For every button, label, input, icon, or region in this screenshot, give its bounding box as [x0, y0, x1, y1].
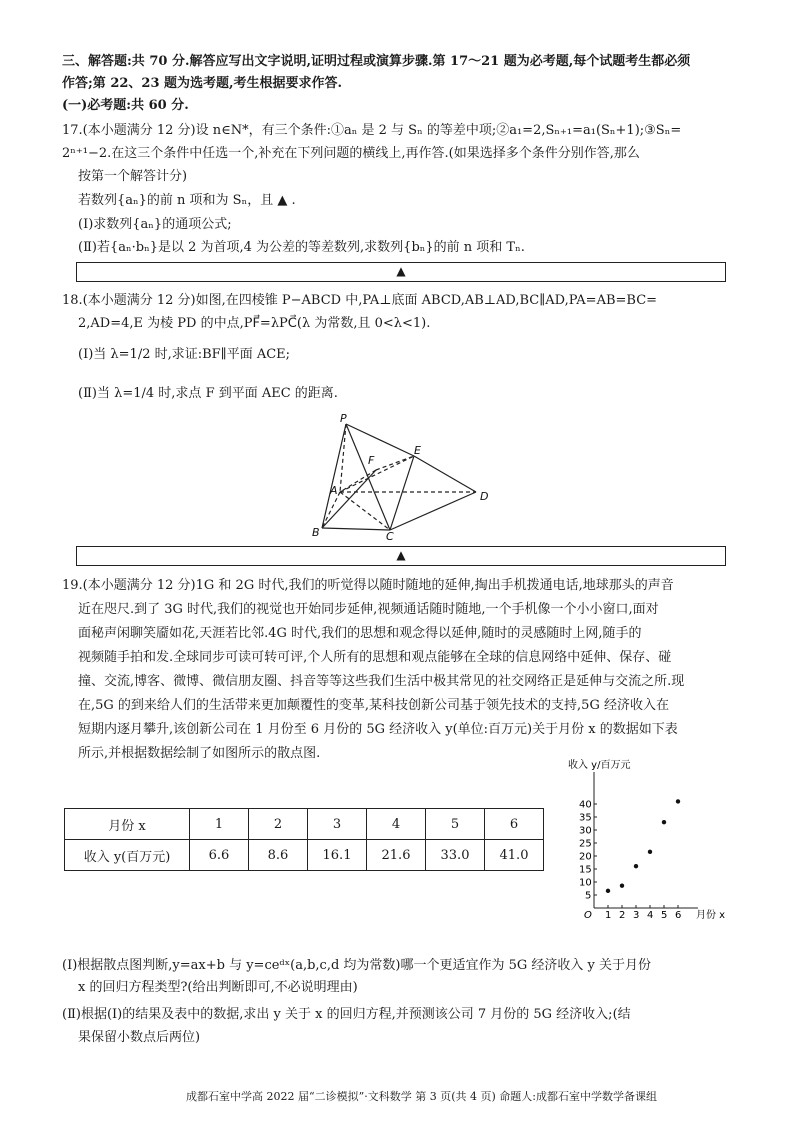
y-tick-label: 10: [579, 877, 592, 889]
scatter-point: [662, 820, 666, 824]
label-P: P: [340, 412, 347, 425]
table-cell: 6.6: [190, 840, 249, 871]
q19-stem-5: 撞、交流,博客、微博、微信朋友圈、抖音等等这些我们生活中极其常见的社交网络正是延伸与交流之所.现: [78, 674, 685, 689]
y-tick-label: 15: [579, 864, 592, 876]
q17-answer-box[interactable]: [76, 262, 726, 282]
label-E: E: [414, 444, 421, 457]
q19-part-1: (Ⅰ)根据散点图判断,y=ax+b 与 y=ceᵈˣ(a,b,c,d 均为常数)哪一个更适宜作为 5G 经济收入 y 关于月份: [62, 958, 652, 973]
q19-stem-7: 短期内逐月攀升,该创新公司在 1 月份至 6 月份的 5G 经济收入 y(单位:百万元)关于月份 x 的数据如下表: [78, 722, 678, 737]
q19-stem-1: 19.(本小题满分 12 分)1G 和 2G 时代,我们的听觉得以随时随地的延伸,掏出手机拨通电话,地球那头的声音: [62, 578, 674, 593]
y-tick-label: 40: [579, 799, 592, 811]
label-F: F: [368, 454, 375, 467]
scatter-point: [620, 883, 624, 887]
y-axis-label: 收入 y/百万元: [568, 760, 631, 771]
label-B: B: [312, 526, 320, 539]
y-tick-label: 25: [579, 838, 592, 850]
q18-stem-1: 18.(本小题满分 12 分)如图,在四棱锥 P−ABCD 中,PA⊥底面 ABCD,AB⊥AD,BC∥AD,PA=AB=BC=: [62, 293, 658, 308]
table-cell: 33.0: [426, 840, 485, 871]
q19-stem-6: 在,5G 的到来给人们的生活带来更加颠覆性的变革,某科技创新公司基于领先技术的支持,5G 经济收入在: [78, 698, 669, 713]
x-tick-label: 5: [661, 910, 668, 921]
required-heading: (一)必考题:共 60 分.: [62, 98, 189, 113]
q17-stem-4: 若数列{aₙ}的前 n 项和为 Sₙ，且 ▲ .: [78, 193, 296, 208]
x-tick-label: 6: [675, 910, 682, 921]
x-tick-label: 4: [647, 910, 654, 921]
origin-label: O: [584, 910, 592, 921]
scatter-point: [634, 864, 638, 868]
y-tick-label: 20: [579, 851, 592, 863]
q19-stem-3: 面秘声闲聊笑靥如花,天涯若比邻.4G 时代,我们的思想和观念得以延伸,随时的灵感随时上网,随手的: [78, 626, 642, 641]
answer-marker: ▲: [396, 548, 406, 562]
table-cell: 2: [249, 809, 308, 840]
table-cell: 21.6: [367, 840, 426, 871]
scatter-point: [648, 850, 652, 854]
section-header: 三、解答题:共 70 分.解答应写出文字说明,证明过程或演算步骤.第 17～21 题为必考题,每个试题考生都必须: [62, 54, 691, 69]
q17-stem-1: 17.(本小题满分 12 分)设 n∈N*，有三个条件:①aₙ 是 2 与 Sₙ 的等差中项;②a₁=2,Sₙ₊₁=a₁(Sₙ+1);③Sₙ=: [62, 123, 682, 138]
q17-stem-3: 按第一个解答计分): [78, 169, 188, 184]
label-A: A: [330, 484, 338, 497]
table-header-income: 收入 y(百万元): [65, 840, 190, 871]
section-header-cont: 作答;第 22、23 题为选考题,考生根据要求作答.: [62, 76, 343, 91]
y-tick-label: 35: [579, 812, 592, 824]
answer-marker: ▲: [396, 264, 406, 278]
q18-part-2: (Ⅱ)当 λ=1/4 时,求点 F 到平面 AEC 的距离.: [78, 386, 338, 401]
q19-part-2-cont: 果保留小数点后两位): [78, 1030, 201, 1045]
table-cell: 41.0: [485, 840, 544, 871]
label-C: C: [386, 530, 394, 542]
table-cell: 8.6: [249, 840, 308, 871]
q19-stem-2: 近在咫尺.到了 3G 时代,我们的视觉也开始同步延伸,视频通话随时随地,一个手机像一个小小窗口,面对: [78, 602, 659, 617]
table-row: [65, 809, 544, 840]
table-row: [65, 840, 544, 871]
y-tick-label: 30: [579, 825, 592, 837]
scatter-point: [606, 889, 610, 893]
x-tick-label: 1: [605, 910, 612, 921]
scatter-plot: [560, 756, 735, 926]
q18-part-1: (Ⅰ)当 λ=1/2 时,求证:BF∥平面 ACE;: [78, 347, 291, 362]
q17-part-2: (Ⅱ)若{aₙ·bₙ}是以 2 为首项,4 为公差的等差数列,求数列{bₙ}的前 n 项和 Tₙ.: [78, 240, 525, 255]
page-footer: 成都石室中学高 2022 届“二诊模拟”·文科数学 第 3 页(共 4 页) 命题人:成都石室中学数学备课组: [186, 1090, 657, 1103]
q19-stem-4: 视频随手拍和发.全球同步可读可转可评,个人所有的思想和观点能够在全球的信息网络中延伸、保存、碰: [78, 650, 672, 665]
q17-part-1: (Ⅰ)求数列{aₙ}的通项公式;: [78, 217, 232, 232]
table-cell: 4: [367, 809, 426, 840]
x-axis-label: 月份 x: [696, 910, 726, 921]
pyramid-figure: [300, 412, 500, 542]
table-cell: 6: [485, 809, 544, 840]
q19-part-1-cont: x 的回归方程类型?(给出判断即可,不必说明理由): [78, 980, 358, 995]
q19-stem-8: 所示,并根据数据绘制了如图所示的散点图.: [78, 746, 321, 761]
label-D: D: [480, 490, 489, 503]
income-table: [64, 808, 544, 871]
q18-stem-2: 2,AD=4,E 为棱 PD 的中点,PF⃗=λPC⃗(λ 为常数,且 0<λ<1).: [78, 316, 431, 331]
table-cell: 5: [426, 809, 485, 840]
y-tick-label: 5: [585, 890, 592, 902]
q17-stem-2: 2ⁿ⁺¹−2.在这三个条件中任选一个,补充在下列问题的横线上,再作答.(如果选择多个条件分别作答,那么: [62, 146, 640, 161]
q19-part-2: (Ⅱ)根据(Ⅰ)的结果及表中的数据,求出 y 关于 x 的回归方程,并预测该公司 7 月份的 5G 经济收入;(结: [62, 1007, 631, 1022]
x-tick-label: 2: [619, 910, 626, 921]
scatter-point: [676, 799, 680, 803]
table-cell: 3: [308, 809, 367, 840]
x-tick-label: 3: [633, 910, 640, 921]
q18-answer-box[interactable]: [76, 546, 726, 566]
table-header-month: 月份 x: [65, 809, 190, 840]
table-cell: 1: [190, 809, 249, 840]
table-cell: 16.1: [308, 840, 367, 871]
